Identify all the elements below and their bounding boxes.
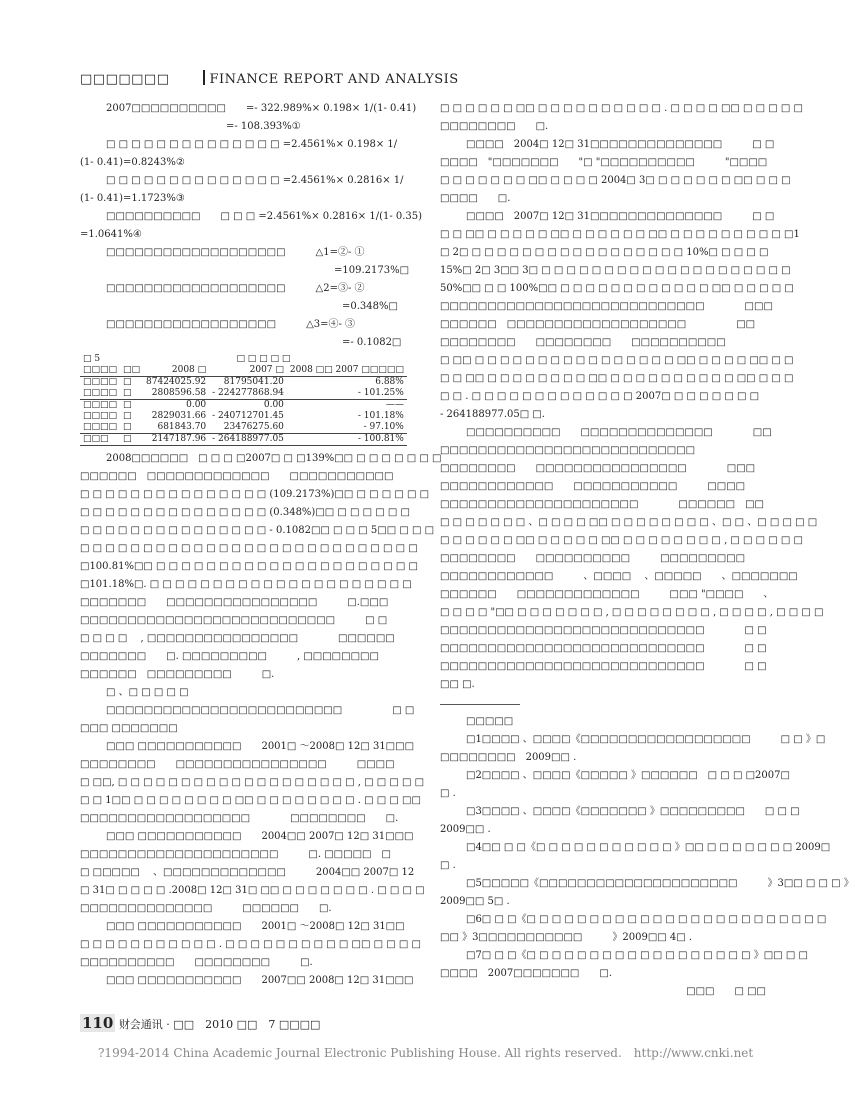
table-cell: - 224277868.94	[212, 388, 284, 398]
right-column	[440, 100, 854, 1001]
body-line: □ □ □□ □ □ □ □ □ □ □ □ □□ □ □ □ □ □ □ □ □ □ □ □□ □ □ □	[440, 373, 794, 384]
body-line: □□□□□□□□□□□□□□□□□□□□□□□□□□□□ □ □	[440, 661, 767, 672]
table-cell: □	[123, 411, 132, 421]
body-line: □ 2□ □ □ □ □ □ □ □ □ □ □ □ □ □ □ □ □ □ 10%□ □ □ □ □	[440, 247, 769, 258]
body-line: □ □ □ □ □ □ □□ □ □ □ □ □ □ □ □ □ □ . □ □ □ □ □□ □ □ □ □ □	[440, 103, 804, 114]
body-line: □□□□□□□□□□□□□□□□□□□□□ □□□□□□ □□	[440, 499, 764, 510]
body-line: □□□ □□□□□□□□□□□ 2001□ ～2008□ 12□ 31□□	[106, 921, 405, 932]
body-line: □ □ □ □ □ □ □ □ □ □ □ □ □ □ □ (0.348%)□□ □ □ □ □ □ □	[80, 507, 410, 518]
table-cell: 2147187.96	[143, 434, 209, 446]
body-line: □□□□□□□□□□□□ □□□□□□□□□□□ □□□□	[440, 481, 746, 492]
table-cell: 2808596.58	[151, 388, 207, 398]
table-cell: □	[123, 422, 132, 432]
body-line: □□□□□□□ □□□□□□□□□□□□□□□□ □.□□□	[80, 597, 389, 608]
body-line: □□□□□□□□ □□□□□□□□□□ □□□□□□□□□	[440, 553, 746, 564]
reference-line: □ .	[440, 860, 456, 871]
table-cell: - 101.25%	[357, 388, 404, 398]
reference-line: 2009□□ 5□ .	[440, 896, 510, 907]
body-line: □□□□□□□□ □□□□□□□□□□□□□□□□ □□□	[440, 463, 756, 474]
table-cell: - 97.10%	[363, 422, 404, 432]
body-line: □□□□□□ □□□□□□□□□□□□□ □□□□□□□□□□□	[80, 471, 394, 482]
table-cell: - 240712701.45	[212, 411, 284, 421]
formula-line: □□□□□□□□□□ □ □ □ =2.4561%× 0.2816× 1/(1- 0.35)	[106, 211, 423, 222]
body-line: □□□□□□□□□□□□□□□□□□ □□□□□□□□ □.	[80, 813, 399, 824]
journal-name: 财会通讯 · □□ 2010 □□ 7 □□□□	[118, 1018, 321, 1031]
table-cell: 23476275.60	[223, 422, 284, 432]
formula-line: 2007□□□□□□□□□□ =- 322.989%× 0.198× 1/(1- 0.41)	[106, 103, 417, 114]
page-footer	[80, 1014, 320, 1032]
body-line: □□□ □□□□□□□□□□□ 2001□ ～2008□ 12□ 31□□□	[106, 741, 415, 752]
reference-line: □1□□□□ 、□□□□《□□□□□□□□□□□□□□□□□□ □ □ 》□	[466, 734, 826, 745]
table-row	[80, 422, 407, 434]
body-line: □□□□ 2007□ 12□ 31□□□□□□□□□□□□□□ □ □	[466, 211, 775, 222]
table-header: 2008 □□ 2007 □□□□□	[287, 365, 407, 377]
table-cell: □□□□	[83, 422, 118, 432]
body-line: □□□□□□□□□□ □□□□□□□□□□□□□□ □□	[466, 427, 772, 438]
body-line: □□□□□□□□□□□□□□□□□□□□□□□□□□□□ □ □	[440, 643, 767, 654]
table-header-row	[80, 365, 407, 377]
reference-line: □□ 》3□□□□□□□□□□□ 》2009□□ 4□ .	[440, 932, 693, 943]
header-title: FINANCE REPORT AND ANALYSIS	[209, 72, 459, 87]
table-header: 2008 □	[143, 365, 209, 377]
table-cell: □□□□	[83, 388, 118, 398]
formula-line: (1- 0.41)=1.1723%③	[80, 193, 185, 204]
table-row	[80, 400, 407, 412]
formula-line: □□□□□□□□□□□□□□□□□□□ △1=②- ①	[106, 247, 365, 258]
body-line: □□□ □□□□□□□	[80, 723, 178, 734]
body-line: □□□□□□□□□□□□□□ □□□□□□ □.	[80, 903, 332, 914]
section-heading: □ 、□ □ □ □ □	[106, 687, 189, 698]
body-line: □101.18%□. □ □ □ □ □ □ □ □ □ □ □ □ □ □ □ □ □ □ □ □ □	[80, 579, 412, 590]
table-row	[80, 411, 407, 422]
table-cell: □	[123, 377, 132, 387]
table-cell: □□□□	[83, 411, 118, 421]
body-line: □ □ □ □ □ □ □ □ □ □ □ □ □ □ □ - 0.1082□□ □ □ □ 5□□ □ □ □	[80, 525, 435, 536]
table-cell: □□□□	[80, 400, 120, 412]
references-divider	[440, 704, 520, 705]
reference-line: □5□□□□□《□□□□□□□□□□□□□□□□□□□□□ 》3□□ □ □ □ 》	[466, 878, 854, 889]
table-5	[80, 354, 407, 446]
table-cell: 81795041.20	[223, 377, 284, 387]
body-line: □ □□ □ □ □ □ □ □ □ □ □ □ □ □ □ □ □ □ □□ □ □ □ □ □□ □ □	[440, 355, 794, 366]
formula-line: □ □ □ □ □ □ □ □ □ □ □ □ □ □ =2.4561%× 0.198× 1/	[106, 139, 398, 150]
table-cell: - 101.18%	[357, 411, 404, 421]
formula-line: =109.2173%□	[334, 265, 410, 276]
table-header: □□□□	[80, 365, 120, 377]
formula-line: =1.0641%④	[80, 229, 142, 240]
formula-line: =0.348%□	[342, 301, 398, 312]
table-cell: □	[120, 400, 143, 412]
table-row	[80, 388, 407, 400]
body-line: □□□□□□□□□□□□□□□□□□□□□□□□□□□ □ □	[80, 615, 388, 626]
body-line: □□□□□□□□□□□□□□□□□□□□□□□□□ □ □	[106, 705, 415, 716]
table-cell: 681843.70	[157, 422, 207, 432]
table-cell: 6.88%	[375, 377, 404, 387]
body-line: □□□□□□□□ □.	[440, 121, 549, 132]
reference-line: 2009□□ .	[440, 824, 491, 835]
body-line: □ □ 1□□ □ □ □ □ □ □ □ □ □□ □ □ □ □ □ □ □ □ . □ □ □ □□	[80, 795, 421, 806]
body-line: □□□□□□□□□□□□ 、□□□□ 、□□□□□ 、□□□□□□□	[440, 571, 798, 582]
table-title: □ □ □ □ □	[236, 354, 291, 364]
body-line: □□□□□□□□□□□□□□□□□□□□□□□□□□□□ □ □	[440, 625, 767, 636]
formula-line: □□□□□□□□□□□□□□□□□□ △3=④- ③	[106, 319, 356, 330]
body-line: □□□□ 2004□ 12□ 31□□□□□□□□□□□□□□ □ □	[466, 139, 775, 150]
table-cell: 0.00	[209, 400, 287, 412]
reference-line: □7□ □ □《□ □ □ □ □ □ □ □ □ □ □ □ □ □ □ □ □ □ 》□□ □ □	[466, 950, 808, 961]
body-line: □ □ □ □ □ □ □□ □ □ □ □ □ □□ □ □ □ □ □ □ □ □ , □ □ □ □ □ □	[440, 535, 804, 546]
body-line: □□□□□□□□□□□□□□□□□□□□□ □. □□□□□ □	[80, 849, 391, 860]
table-cell: □□□□	[83, 377, 118, 387]
page-number: 110	[82, 1014, 114, 1032]
body-line: □□□□□□□□□□□□□□□□□□□□□□□□□□□□ □□□	[440, 301, 773, 312]
table-cell: 2829031.66	[151, 411, 207, 421]
body-line: □ □ □ □ , □□□□□□□□□□□□□□□□ □□□□□□	[80, 633, 395, 644]
table-row	[80, 434, 407, 446]
body-line: □ □□□□□ 、□□□□□□□□□□□□□ 2004□□ 2007□ 12	[80, 867, 415, 878]
table-caption: □ 5	[83, 354, 101, 364]
body-line: □□□□□□□□□□□□□□□□□□□□□□□□□□□	[440, 445, 696, 456]
body-line: □ □ □ □ □ □ □ □ □ □ □ □ □ □ □ □ □ □ □ □ □ □ □ □ □ □ □	[80, 543, 418, 554]
body-line: □ □ □ □ □ □ □ □ □ □ □ □ □ □ □ (109.2173%)□□ □ □ □ □ □ □	[80, 489, 430, 500]
table-row	[80, 377, 407, 389]
formula-line: =- 0.1082□	[342, 337, 402, 348]
body-line: □ □ □□ □ □ □ □ □ □□ □ □ □ □ □ □ □□ □ □ □ □ □ □ □ □ □ □1	[440, 229, 800, 240]
reference-line: □4□□ □ □《□ □ □ □ □ □ □ □ □ □ □ 》□□ □ □ □ □ □ □ □ 2009□	[466, 842, 831, 853]
table-cell: - 100.81%	[287, 434, 407, 446]
body-line: 2008□□□□□□ □ □ □ □2007□ □ □139%□□ □ □ □ □ □ □ □	[106, 453, 442, 464]
table-cell: - 264188977.05	[209, 434, 287, 446]
reference-line: □□□□□□□□ 2009□□ .	[440, 752, 577, 763]
table-header: 2007 □	[209, 365, 287, 377]
author-credit: □□□ □ □□	[686, 986, 766, 997]
body-line: - 264188977.05□ □.	[440, 409, 545, 420]
formula-line: =- 108.393%①	[226, 121, 301, 132]
body-line: □□□ □□□□□□□□□□□ 2004□□ 2007□ 12□ 31□□□	[106, 831, 414, 842]
reference-line: □3□□□□ 、□□□□《□□□□□□□ 》□□□□□□□□□ □ □ □	[466, 806, 800, 817]
body-line: □□□□□□ □□□□□□□□□□□□□ □□□ "□□□□ 、	[440, 589, 774, 600]
body-line: □□□□□□□□□□ □□□□□□□□ □.	[80, 957, 313, 968]
header-section: □□□□□□□	[80, 72, 170, 87]
body-line: □□ □.	[440, 679, 475, 690]
formula-line: □□□□□□□□□□□□□□□□□□□ △2=③- ②	[106, 283, 365, 294]
table-cell: □	[123, 388, 132, 398]
reference-line: □ .	[440, 788, 456, 799]
body-line: □□□□□□ □□□□□□□□□ □.	[80, 669, 275, 680]
body-line: □ □ □ □ □ □ □ □□ □ □ □ □ 2004□ 3□ □ □ □ □ □ □ □□ □ □ □	[440, 175, 791, 186]
body-line: □□□□□□ □□□□□□□□□□□□□□□□□□□ □□	[440, 319, 756, 330]
table-cell: □	[120, 434, 143, 446]
reference-line: □□□□ 2007□□□□□□□ □.	[440, 968, 613, 979]
left-column	[80, 100, 442, 990]
copyright-notice: ?1994-2014 China Academic Journal Electronic Publishing House. All rights reserved. http://www.cnki.net	[98, 1046, 754, 1060]
table-header: □□	[120, 365, 143, 377]
body-line: □ □□, □ □ □ □ □ □ □ □ □ □ □ □ □ □ □ □ □ □ □ , □ □ □ □ □	[80, 777, 425, 788]
body-line: □□□□ "□□□□□□□ "□ "□□□□□□□□□□ "□□□□	[440, 157, 768, 168]
body-line: □ 31□ □ □ □ □ .2008□ 12□ 31□ □□ □ □ □ □ □ □ □ . □ □ □ □	[80, 885, 425, 896]
table-cell: 87424025.92	[146, 377, 207, 387]
body-line: □ □ □ □ "□□ □ □ □ □ □ □ □ , □ □ □ □ □ □ □ □ , □ □ □ □ , □ □ □ □	[440, 607, 824, 618]
body-line: 50%□□ □ □ 100%□□ □ □ □ □ □ □ □ □ □ □ □ □ □□ □ □ □ □ □	[440, 283, 794, 294]
references-title: □□□□□	[466, 716, 514, 727]
body-line: □□□□□□□ □. □□□□□□□□□ , □□□□□□□□	[80, 651, 379, 662]
body-line: □100.81%□□ □ □ □ □ □ □ □ □ □ □ □ □ □ □ □ □ □ □ □ □ □	[80, 561, 419, 572]
body-line: □ □ . □ □ □ □ □ □ □ □ □ □ □ □ □ 2007□ □ □ □ □ □ □ □	[440, 391, 760, 402]
running-header	[80, 70, 459, 87]
body-line: □□□ □□□□□□□□□□□ 2007□□ 2008□ 12□ 31□□□	[106, 975, 414, 986]
table-cell: □□□	[80, 434, 120, 446]
reference-line: □6□ □ □《□ □ □ □ □ □ □ □ □ □ □ □ □ □ □ □ □ □ □ □ □ □ □ □	[466, 914, 827, 925]
formula-line: (1- 0.41)=0.8243%②	[80, 157, 185, 168]
body-line: □ □ □ □ □ □ □ □ □ □ □ . □ □ □ □ □ □ □ □ □ □ □□ □ □ □ □	[80, 939, 421, 950]
reference-line: □2□□□□ 、□□□□《□□□□□ 》□□□□□□ □ □ □ □2007□	[466, 770, 790, 781]
header-divider	[203, 70, 205, 85]
body-line: □ □ □ □ □ □ □ 、□ □ □ □ □□ □ □ □ □ □ □ □ □ 、□ □ 、□ □ □ □ □	[440, 517, 818, 528]
table-cell: 0.00	[143, 400, 209, 412]
body-line: □□□□□□□□ □□□□□□□□ □□□□□□□□□□	[440, 337, 726, 348]
body-line: 15%□ 2□ 3□□ 3□ □ □ □ □ □ □ □ □ □ □ □ □ □ □ □ □ □ □ □ □	[440, 265, 791, 276]
formula-line: □ □ □ □ □ □ □ □ □ □ □ □ □ □ =2.4561%× 0.2816× 1/	[106, 175, 404, 186]
body-line: □□□□ □.	[440, 193, 511, 204]
body-line: □□□□□□□□ □□□□□□□□□□□□□□□□ □□□□	[80, 759, 395, 770]
table-cell: ——	[287, 400, 407, 412]
